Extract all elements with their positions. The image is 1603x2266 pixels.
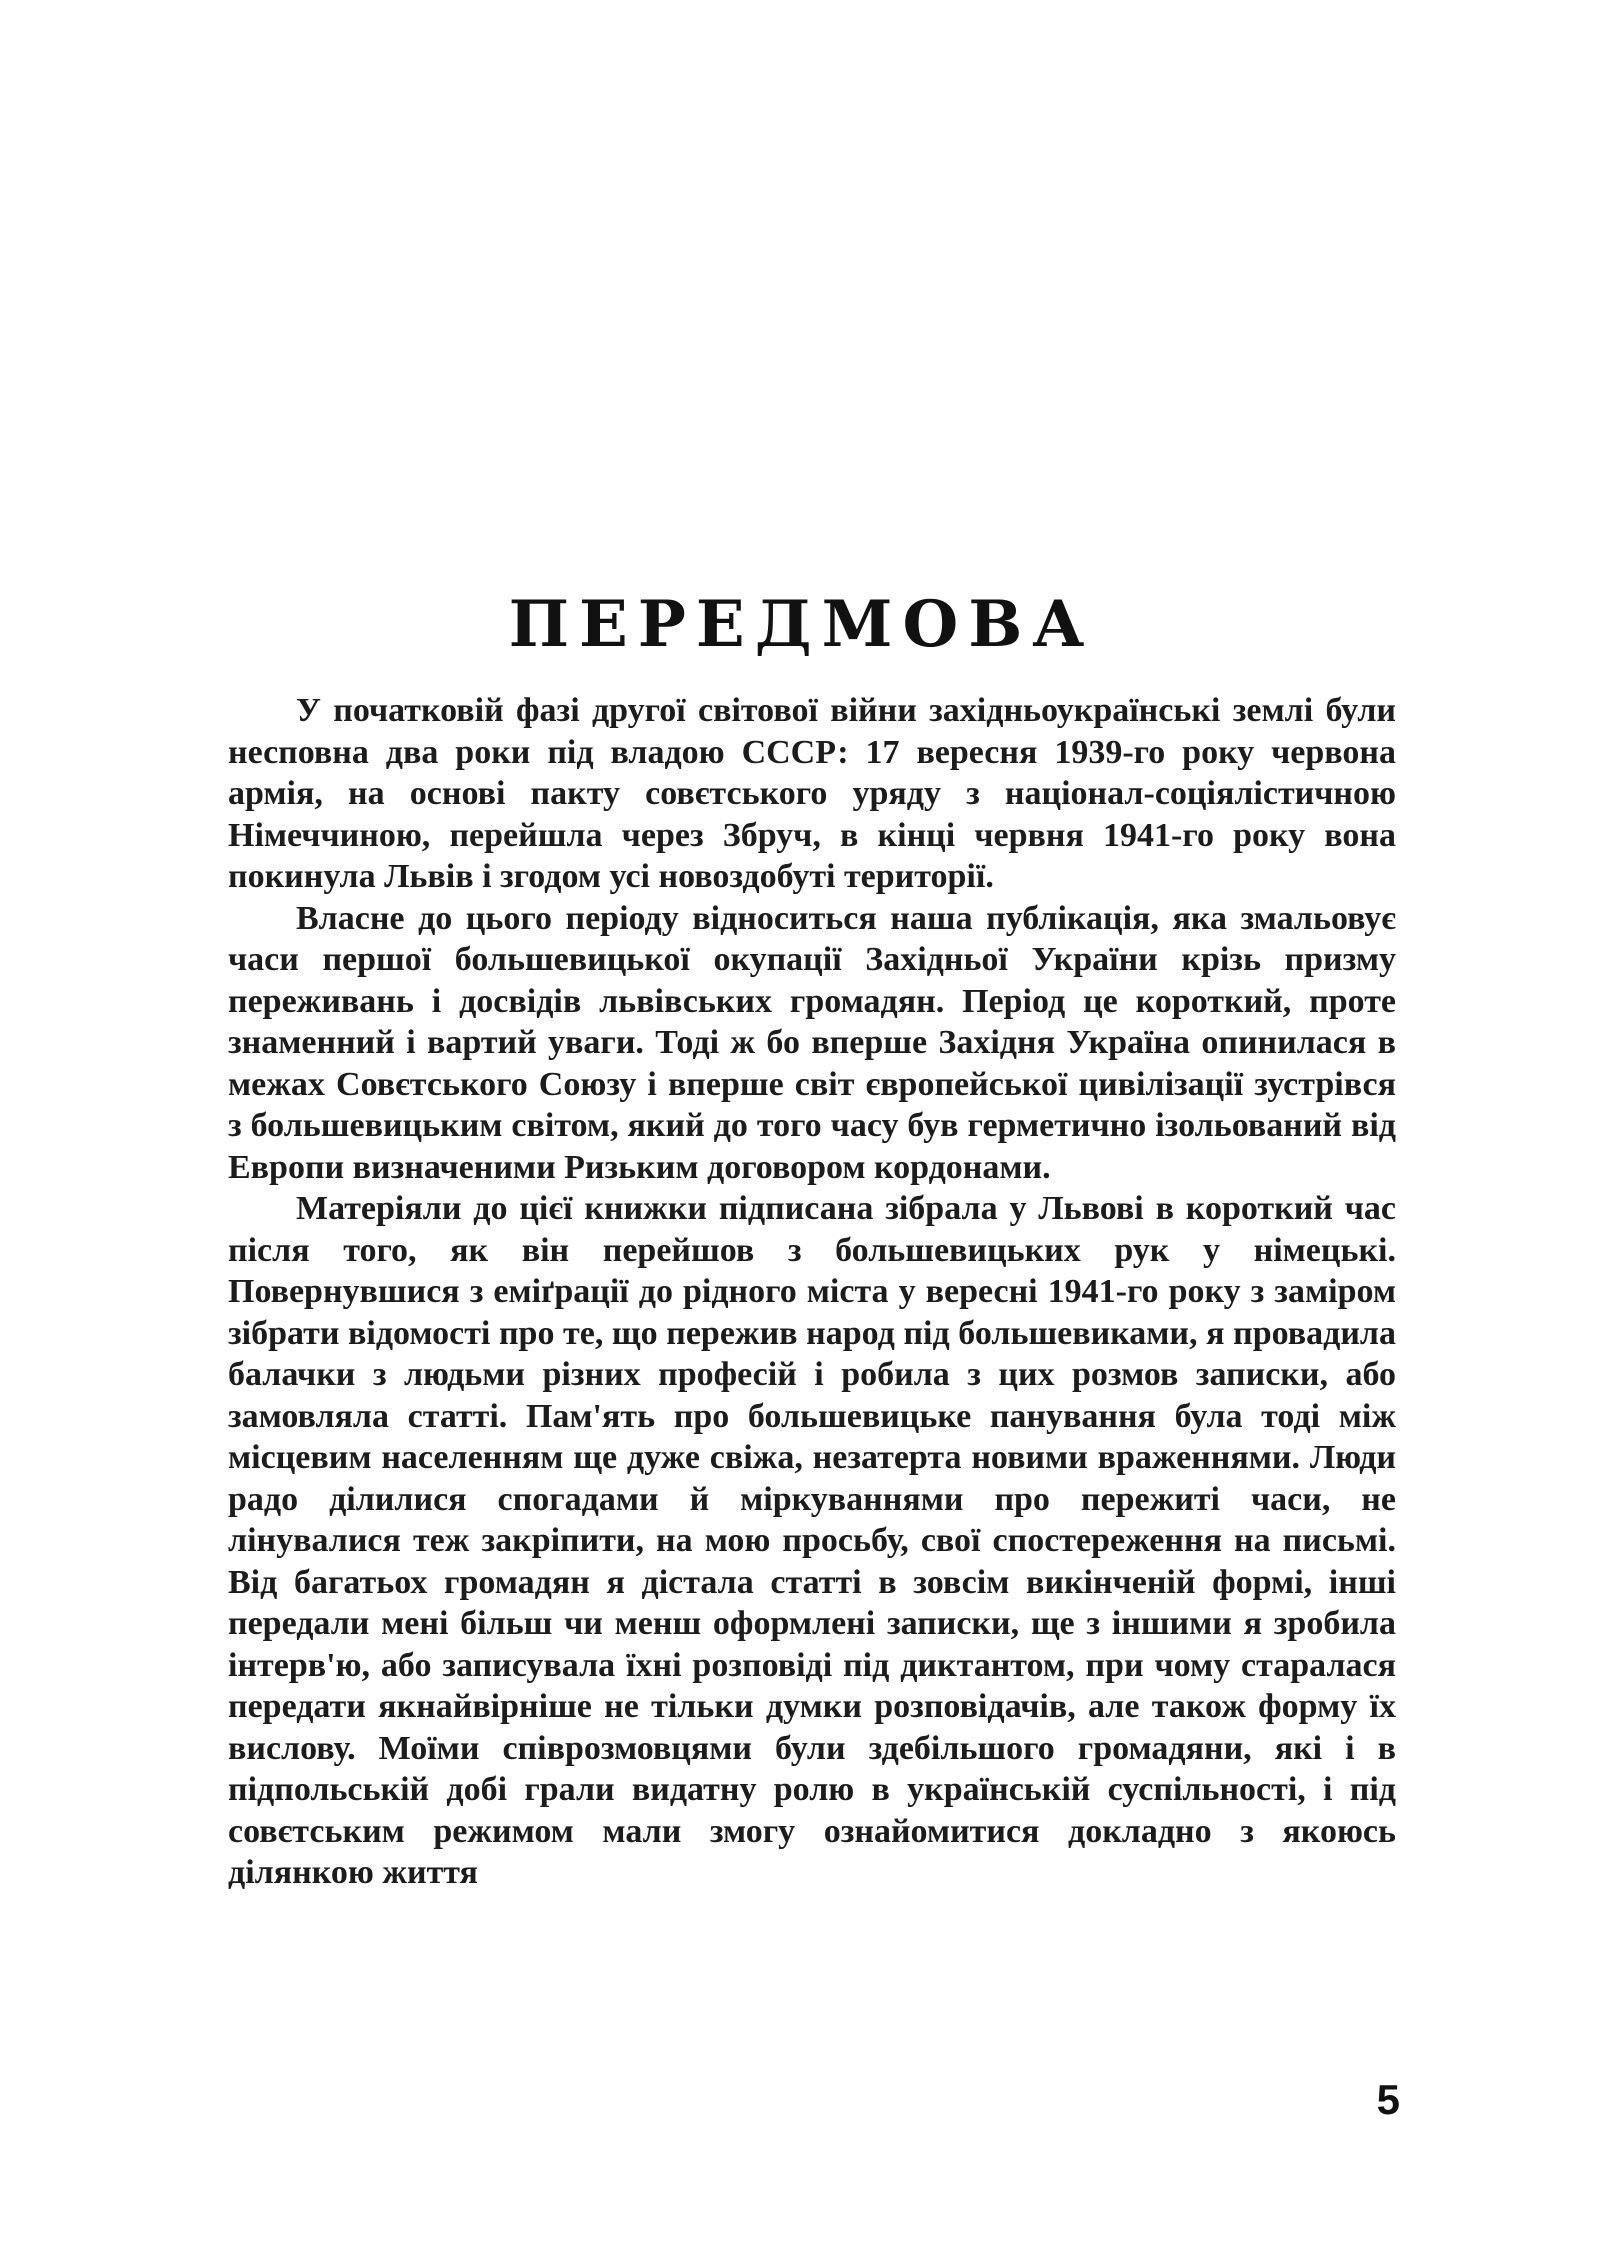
chapter-title: ПЕРЕДМОВА: [508, 587, 1095, 662]
paragraph: Власне до цього періоду відноситься наша публікація, яка змальовує часи першої большевицької окупації Західньої України крізь призму переживань і досвідів львівських громадян. Період це короткий, проте знаменний і вартий уваги. Тоді ж бо вперше Західня Україна опинилася в межах Совєтського Союзу і вперше світ європейської цивілізації зустрівся з большевицьким світом, який до того часу був герметично ізольований від Европи визначеними Ризьким договором кордонами.: [228, 899, 1396, 1186]
paragraph: У початковій фазі другої світової війни західньоукраїнські землі були несповна два роки під владою СССР: 17 вересня 1939-го року червона армія, на основі пакту совєтського уряду з націонал-соціялістичною Німеччиною, перейшла через Збруч, в кінці червня 1941-го року вона покинула Львів і згодом усі новоздобуті території.: [228, 692, 1396, 895]
page-number: 5: [1376, 2076, 1400, 2123]
body-text: [228, 690, 1396, 1894]
paragraph: Матеріяли до цієї книжки підписана зібрала у Львові в короткий час після того, як він перейшов з большевицьких рук у німецькі. Повернувшися з еміґрації до рідного міста у вересні 1941-го року з заміром зібрати відомості про те, що пережив народ під большевиками, я провадила балачки з людьми різних професій і робила з цих розмов записки, або замовляла статті. Пам'ять про большевицьке панування була тоді між місцевим населенням ще дуже свіжа, незатерта новими враженнями. Люди радо ділилися спогадами й міркуваннями про пережиті часи, не лінувалися теж закріпити, на мою просьбу, свої спостереження на письмі. Від багатьох громадян я дістала статті в зовсім викінченій формі, інші передали мені більш чи менш оформлені записки, ще з іншими я зробила інтерв'ю, або записувала їхні розповіді під диктантом, при чому старалася передати якнайвірніше не тільки думки розповідачів, але також форму їх вислову. Моїми співрозмовцями були здебільшого громадяни, які і в підпольській добі грали видатну ролю в українській суспільності, і під совєтським режимом мали змогу ознайомитися докладно з якоюсь ділянкою життя: [228, 1190, 1396, 1891]
